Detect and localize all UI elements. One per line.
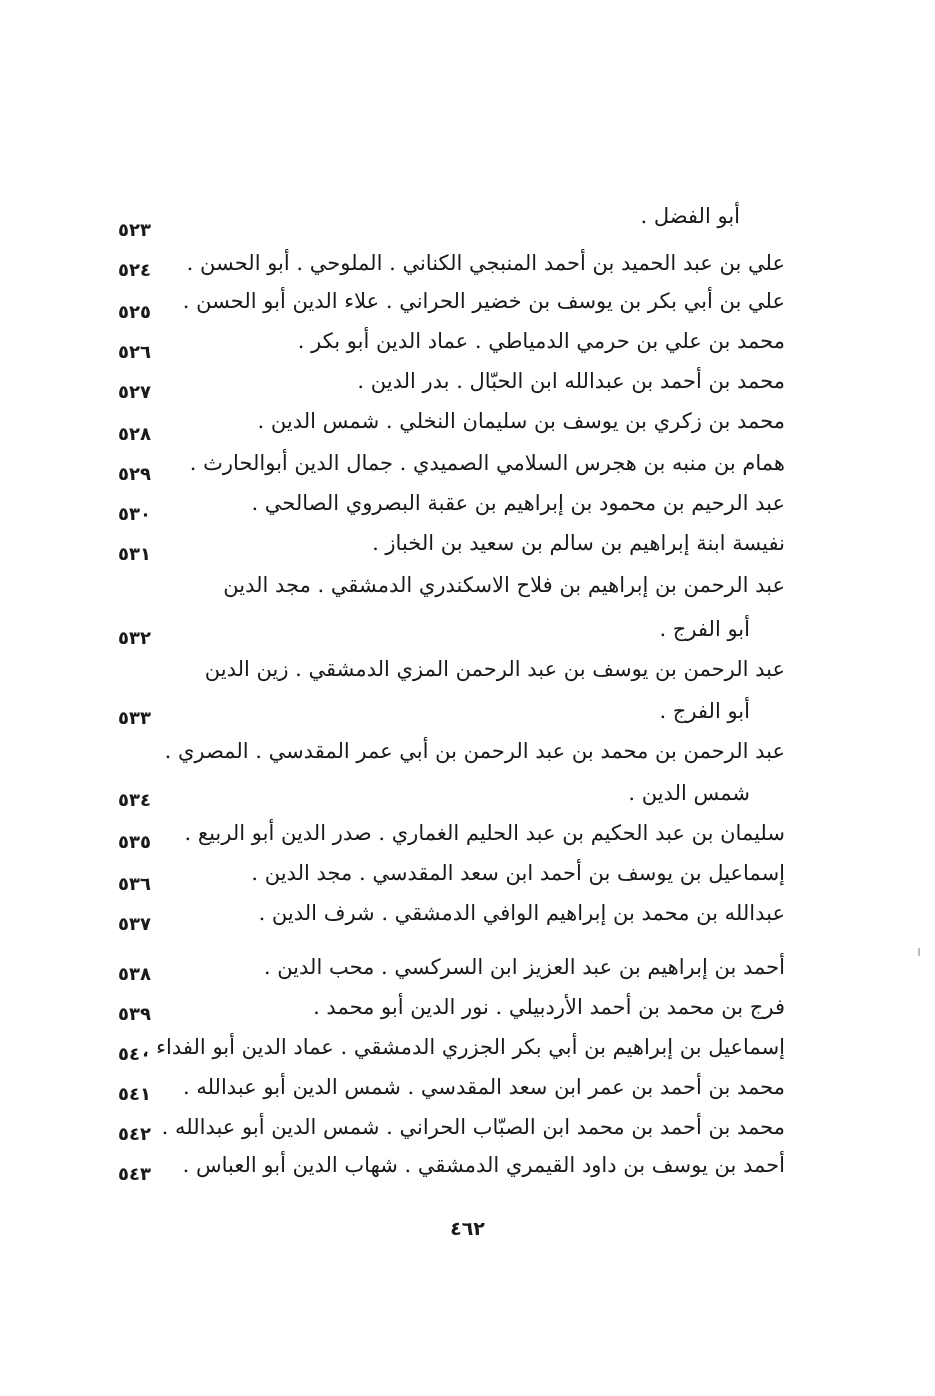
entry-text: فرج بن محمد بن أحمد الأردبيلي . نور الدين أبو محمد . (313, 995, 785, 1019)
entry-number: ٥٤١ (118, 1084, 151, 1105)
entry-number: ٥٢٧ (118, 382, 151, 403)
entry-text: محمد بن أحمد بن محمد ابن الصبّاب الحراني . شمس الدين أبو عبدالله . (161, 1115, 785, 1139)
entry-number: ٥٣٢ (118, 628, 151, 649)
entry-number: ٥٢٨ (118, 424, 151, 445)
entry-text: سليمان بن عبد الحكيم بن عبد الحليم الغماري . صدر الدين أبو الربيع . (184, 821, 785, 845)
entry-text: عبدالله بن محمد بن إبراهيم الوافي الدمشقي . شرف الدين . (258, 901, 785, 925)
entry-text: علي بن أبي بكر بن يوسف بن خضير الحراني . علاء الدين أبو الحسن . (182, 289, 785, 313)
entry-number: ٥٣٣ (118, 708, 151, 729)
entry-number: ٥٣٤ (118, 790, 151, 811)
entry-number: ٥٣٥ (118, 832, 151, 853)
entry-number: ٥٣٠ (118, 504, 151, 525)
entry-number: ٥٢٩ (118, 464, 151, 485)
entry-continuation: أبو الفرج . (659, 617, 750, 641)
entry-text: أبو الفضل . (640, 204, 740, 228)
entry-text: إسماعيل بن يوسف بن أحمد ابن سعد المقدسي . مجد الدين . (251, 861, 785, 885)
entry-text: إسماعيل بن إبراهيم بن أبي بكر الجزري الدمشقي . عماد الدين أبو الفداء . (142, 1035, 785, 1059)
entry-number: ٥٣١ (118, 544, 151, 565)
entry-text: محمد بن علي بن حرمي الدمياطي . عماد الدين أبو بكر . (297, 329, 785, 353)
entry-text: عبد الرحمن بن يوسف بن عبد الرحمن المزي الدمشقي . زين الدين (204, 657, 785, 681)
entry-text: محمد بن زكري بن يوسف بن سليمان النخلي . شمس الدين . (257, 409, 785, 433)
entry-text: همام بن منبه بن هجرس السلامي الصميدي . جمال الدين أبوالحارث . (189, 451, 785, 475)
entry-number: ٥٣٩ (118, 1004, 151, 1025)
entry-number: ٥٢٣ (118, 220, 151, 241)
scan-edge-mark (918, 948, 920, 956)
entry-number: ٥٤٣ (118, 1164, 151, 1185)
entry-text: عبد الرحمن بن محمد بن عبد الرحمن بن أبي عمر المقدسي . المصري . (164, 739, 785, 763)
entry-text: نفيسة ابنة إبراهيم بن سالم بن سعيد بن الخباز . (372, 531, 785, 555)
entry-number: ٥٣٧ (118, 914, 151, 935)
entry-text: أحمد بن إبراهيم بن عبد العزيز ابن السركسي . محب الدين . (263, 955, 785, 979)
entry-number: ٥٣٦ (118, 874, 151, 895)
entry-number: ٥٢٦ (118, 342, 151, 363)
entry-text: محمد بن أحمد بن عمر ابن سعد المقدسي . شمس الدين أبو عبدالله . (183, 1075, 785, 1099)
entry-continuation: شمس الدين . (628, 781, 750, 805)
entry-text: عبد الرحيم بن محمود بن إبراهيم بن عقبة البصروي الصالحي . (251, 491, 785, 515)
entry-text: عبد الرحمن بن إبراهيم بن فلاح الاسكندري الدمشقي . مجد الدين (223, 573, 785, 597)
entry-text: أحمد بن يوسف بن داود القيمري الدمشقي . شهاب الدين أبو العباس . (182, 1153, 785, 1177)
page-number: ٤٦٢ (450, 1218, 485, 1240)
entry-number: ٥٢٤ (118, 260, 151, 281)
entry-continuation: أبو الفرج . (659, 699, 750, 723)
entry-number: ٥٣٨ (118, 964, 151, 985)
entry-text: علي بن عبد الحميد بن أحمد المنبجي الكناني . الملوحي . أبو الحسن . (186, 251, 785, 275)
entry-number: ٥٤٢ (118, 1124, 151, 1145)
entry-number: ٥٢٥ (118, 302, 151, 323)
entry-number: ٥٤٠ (118, 1044, 151, 1065)
entry-text: محمد بن أحمد بن عبدالله ابن الحبّال . بدر الدين . (357, 369, 785, 393)
